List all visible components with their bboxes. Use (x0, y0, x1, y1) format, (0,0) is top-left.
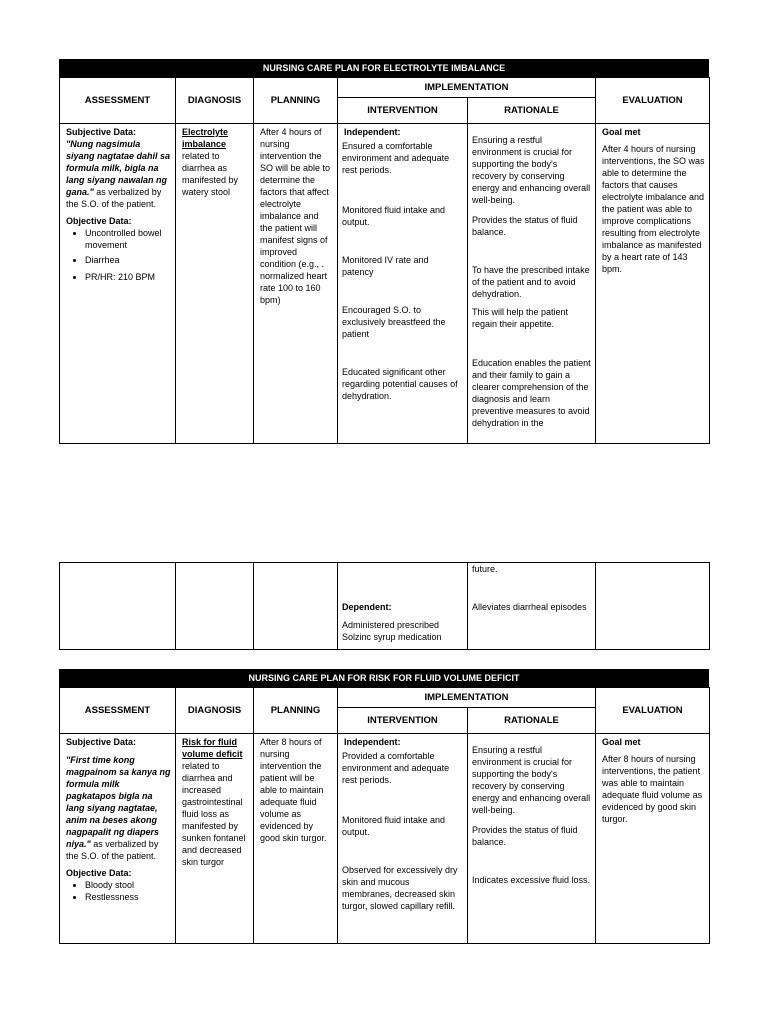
rationale-item: Provides the status of fluid balance. (472, 215, 578, 237)
intervention-item: Monitored fluid intake and output. (342, 205, 446, 227)
dependent-rationale-cell (468, 563, 596, 650)
rationale-item: Indicates excessive fluid loss. (472, 875, 591, 885)
header-intervention: INTERVENTION (338, 708, 468, 734)
planning-cell: After 8 hours of nursing intervention the patient will be able to maintain adequate fluid volume as evidenced by good skin turgor. (254, 734, 338, 944)
independent-label: Independent: (344, 127, 401, 137)
rationale-item: Provides the status of fluid balance. (472, 825, 578, 847)
objective-item: • Uncontrolled bowel movement (85, 227, 171, 251)
header-diagnosis: DIAGNOSIS (176, 688, 254, 734)
evaluation-text: After 4 hours of nursing interventions, the SO was able to determine the factors that causes electrolyte imbalance and the patient was able to improve complications resulting from electrolyte imbalance as manifested by a heart rate of 143 bpm. (602, 144, 705, 274)
empty-diagnosis-cell (176, 563, 254, 650)
rationale-item: Ensuring a restful environment is crucial for supporting the body's recovery by conserving energy and enhancing overall well-being. (472, 745, 591, 815)
objective-item: • Diarrhea (85, 254, 171, 266)
assessment-cell (60, 124, 176, 444)
evaluation-cell (596, 734, 710, 944)
empty-evaluation-cell (596, 563, 710, 650)
empty-planning-cell (254, 563, 338, 650)
dependent-intervention-cell (338, 563, 468, 650)
rationale-item: To have the prescribed intake of the patient and to avoid dehydration. (472, 265, 590, 299)
intervention-cell (338, 734, 468, 944)
subjective-quote: "Nung nagsimula siyang nagtatae dahil sa formula milk, bigla na lang siyang nawalan ng gana." (66, 139, 171, 197)
header-rationale: RATIONALE (468, 98, 596, 124)
header-assessment: ASSESSMENT (60, 78, 176, 124)
diagnosis-title: Risk for fluid volume deficit (182, 737, 243, 759)
table1-title: NURSING CARE PLAN FOR ELECTROLYTE IMBALANCE (59, 59, 709, 77)
care-plan-table-2 (59, 687, 710, 944)
independent-label: Independent: (344, 737, 401, 747)
diagnosis-title: Electrolyte imbalance (182, 127, 229, 149)
planning-cell: After 4 hours of nursing intervention the SO will be able to determine the factors that affect electrolyte imbalance and the patient will manifest signs of improved condition (e.g., . normalized heart rate 100 to 160 bpm) (254, 124, 338, 444)
intervention-item: Ensured a comfortable environment and adequate rest periods. (342, 141, 450, 175)
diagnosis-text: related to diarrhea and increased gastrointestinal fluid loss as manifested by sunken fontanel and decreased skin turgor (182, 761, 246, 867)
rationale-cell (468, 734, 596, 944)
care-plan-table-1 (59, 77, 710, 444)
header-implementation: IMPLEMENTATION (338, 688, 596, 708)
subjective-label: Subjective Data: (66, 127, 137, 137)
objective-item: • Restlessness (85, 891, 171, 903)
subjective-tail: as verbalized by the S.O. of the patient. (66, 187, 162, 209)
evaluation-cell (596, 124, 710, 444)
intervention-item: Educated significant other regarding potential causes of dehydration. (342, 367, 458, 401)
objective-list (66, 879, 171, 903)
rationale-item: Ensuring a restful environment is crucial for supporting the body's recovery by conserving energy and enhancing overall well-being. (472, 135, 591, 205)
rationale-item: This will help the patient regain their appetite. (472, 307, 569, 329)
rationale-continuation: future. (472, 564, 498, 574)
intervention-item: Monitored IV rate and patency (342, 255, 429, 277)
subjective-quote: "First time kong magpainom sa kanya ng formula milk pagkatapos bigla na lang siyang nagtatae, anim na beses akong nagpapalit ng diapers niya." (66, 755, 171, 849)
subjective-label: Subjective Data: (66, 737, 137, 747)
intervention-item: Observed for excessively dry skin and mucous membranes, decreased skin turgor, slowed capillary refill. (342, 865, 458, 911)
objective-item: • PR/HR: 210 BPM (85, 271, 171, 283)
goal-label: Goal met (602, 737, 641, 747)
header-evaluation: EVALUATION (596, 78, 710, 124)
intervention-item: Encouraged S.O. to exclusively breastfeed the patient (342, 305, 446, 339)
dependent-rationale: Alleviates diarrheal episodes (472, 602, 587, 612)
header-intervention: INTERVENTION (338, 98, 468, 124)
objective-item: • Bloody stool (85, 879, 171, 891)
header-planning: PLANNING (254, 78, 338, 124)
evaluation-text: After 8 hours of nursing interventions, the patient was able to maintain adequate fluid volume as evidenced by good skin turgor. (602, 754, 703, 824)
objective-list (66, 227, 171, 283)
diagnosis-cell (176, 734, 254, 944)
objective-label: Objective Data: (66, 216, 132, 226)
objective-label: Objective Data: (66, 868, 132, 878)
header-planning: PLANNING (254, 688, 338, 734)
subjective-tail: as verbalized by the S.O. of the patient. (66, 839, 159, 861)
dependent-intervention: Administered prescribed Solzinc syrup medication (342, 620, 442, 642)
header-diagnosis: DIAGNOSIS (176, 78, 254, 124)
rationale-cell (468, 124, 596, 444)
care-plan-table-1-continued (59, 562, 710, 650)
dependent-label: Dependent: (342, 602, 392, 612)
goal-label: Goal met (602, 127, 641, 137)
intervention-cell (338, 124, 468, 444)
table2-title: NURSING CARE PLAN FOR RISK FOR FLUID VOLUME DEFICIT (59, 669, 709, 687)
empty-assessment-cell (60, 563, 176, 650)
header-implementation: IMPLEMENTATION (338, 78, 596, 98)
diagnosis-text: related to diarrhea as manifested by watery stool (182, 151, 239, 197)
header-assessment: ASSESSMENT (60, 688, 176, 734)
intervention-item: Provided a comfortable environment and adequate rest periods. (342, 751, 450, 785)
header-rationale: RATIONALE (468, 708, 596, 734)
assessment-cell (60, 734, 176, 944)
intervention-item: Monitored fluid intake and output. (342, 815, 446, 837)
header-evaluation: EVALUATION (596, 688, 710, 734)
rationale-item: Education enables the patient and their family to gain a clearer comprehension of the diagnosis and learn preventive measures to avoid dehydration in the (472, 358, 591, 428)
diagnosis-cell (176, 124, 254, 444)
